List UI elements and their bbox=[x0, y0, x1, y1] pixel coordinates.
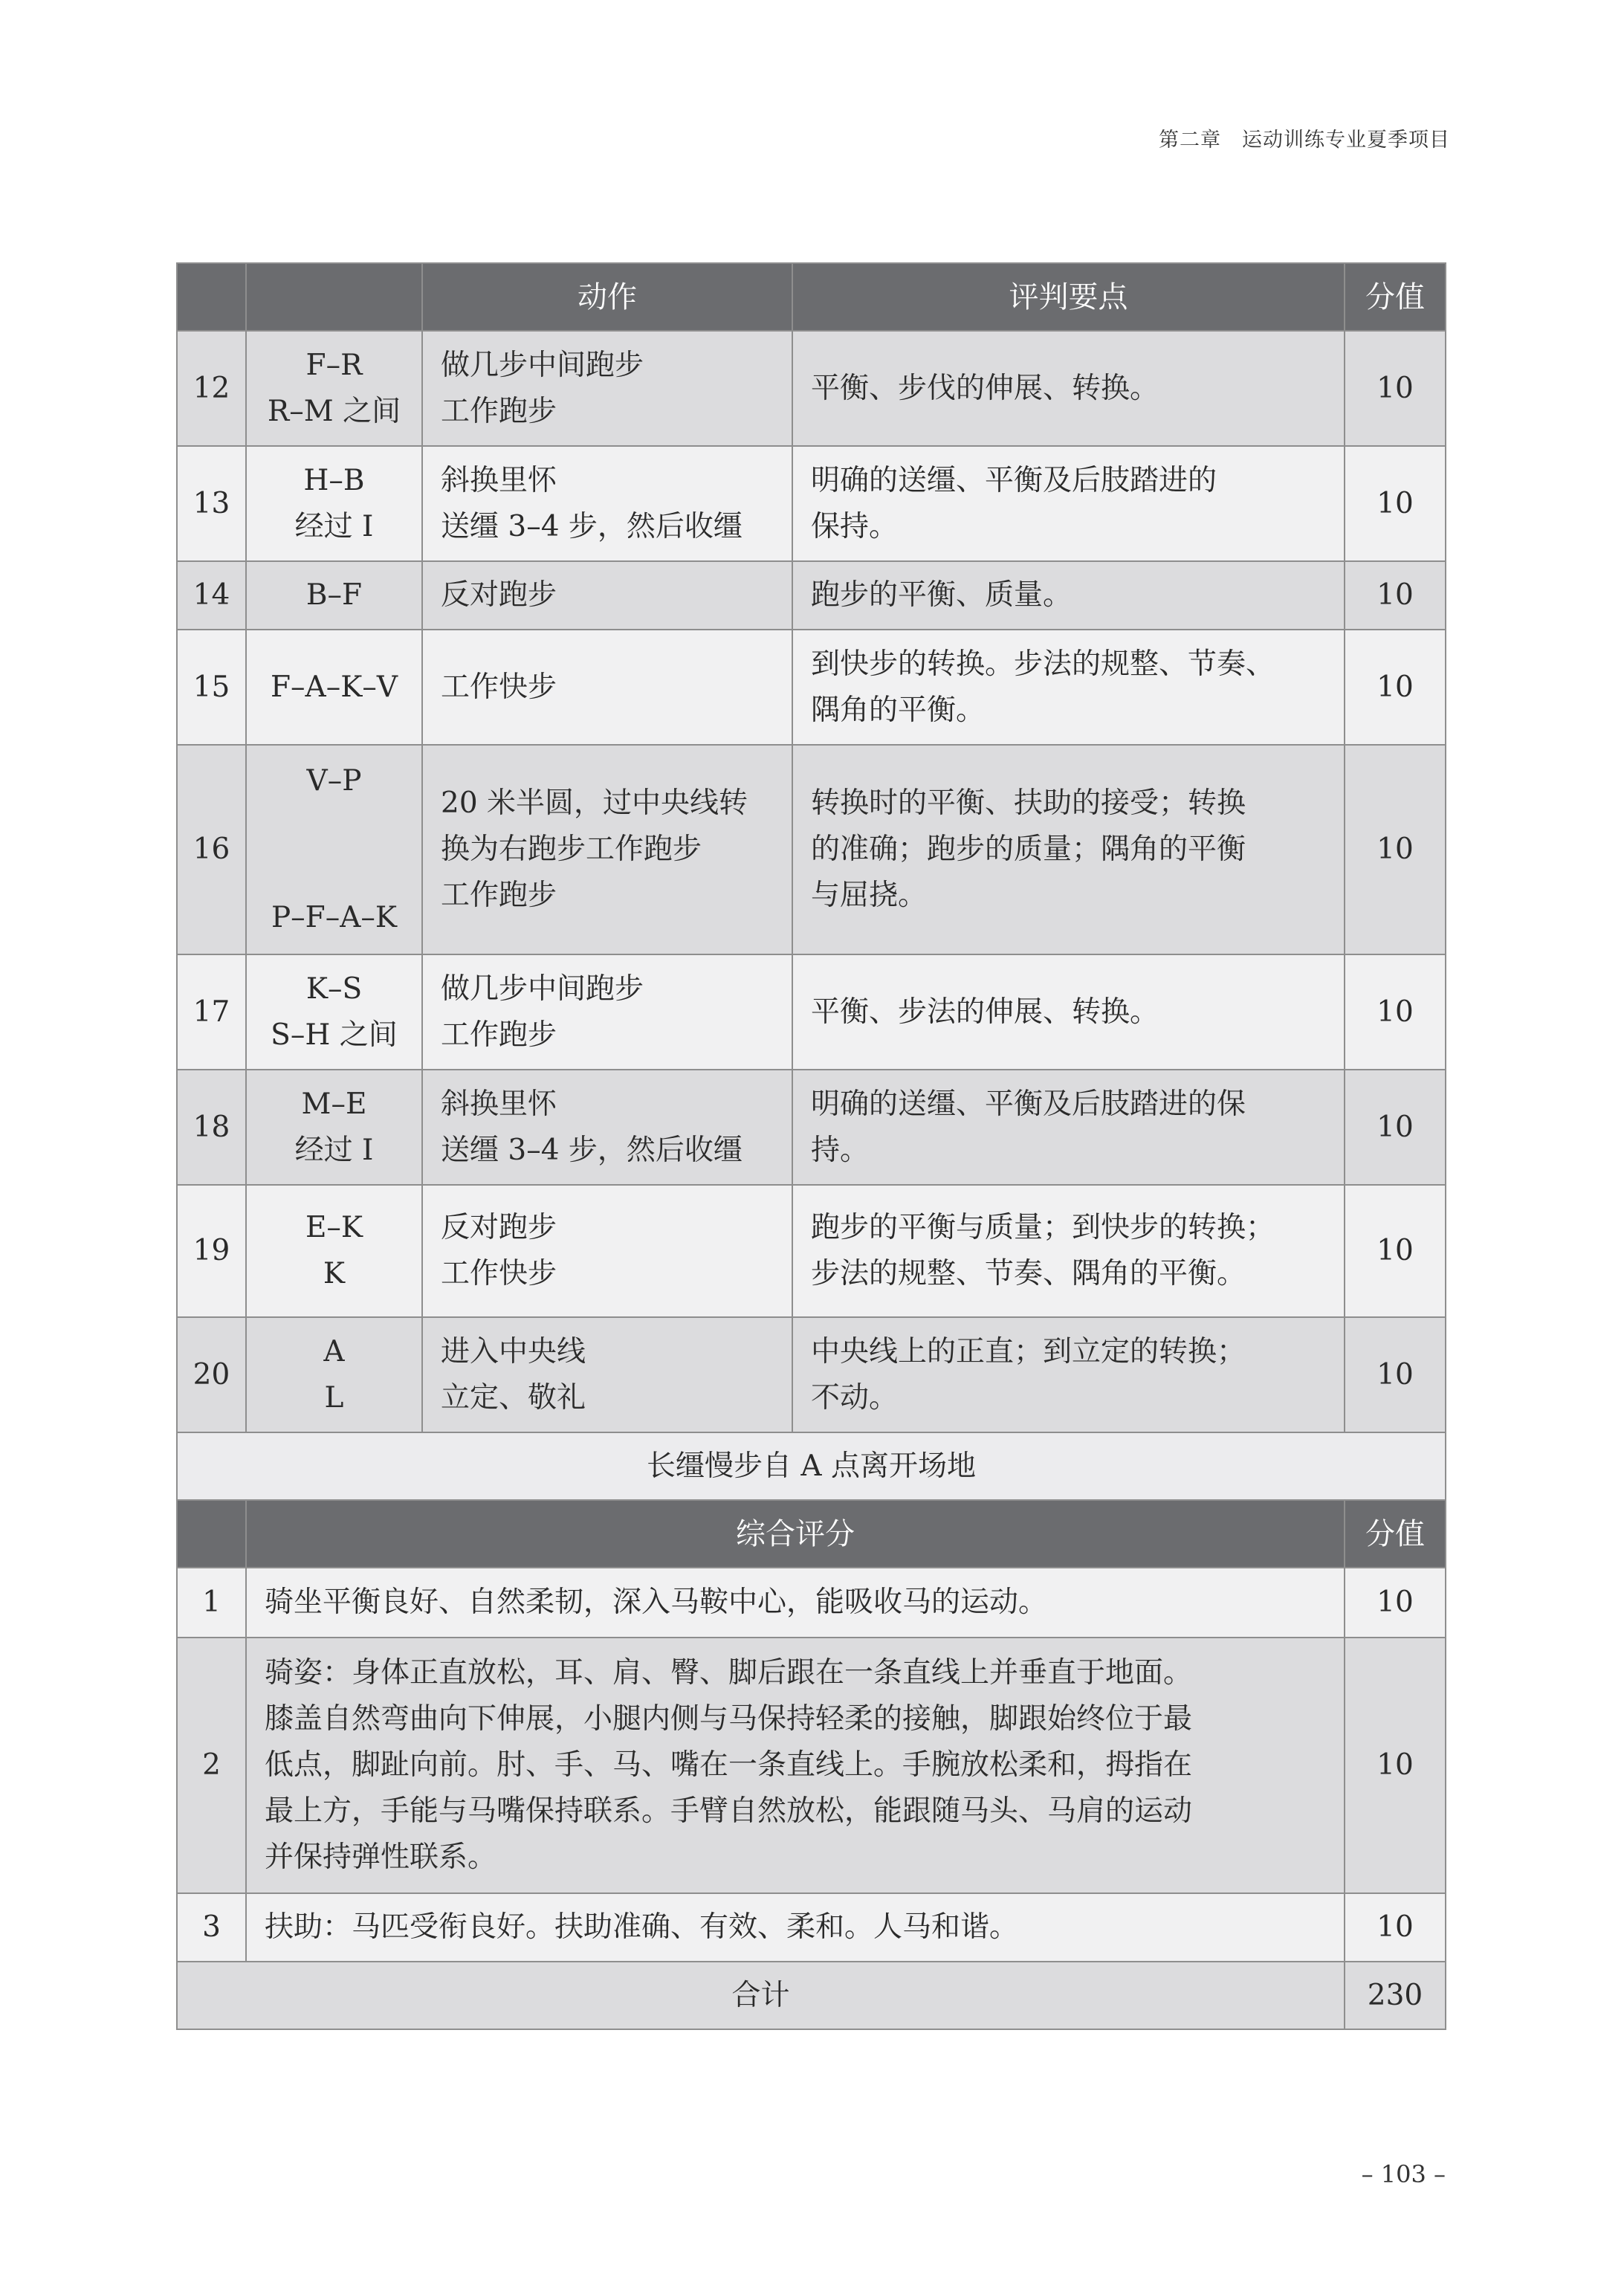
action-line: 斜换里怀 bbox=[441, 1087, 557, 1121]
general-text-line: 骑坐平衡良好、自然柔韧，深入马鞍中心，能吸收马的运动。 bbox=[265, 1586, 1048, 1619]
general-score: 10 bbox=[1345, 1638, 1446, 1893]
action-line: 立定、敬礼 bbox=[441, 1380, 586, 1415]
table-row bbox=[177, 1070, 1446, 1185]
general-text bbox=[246, 1893, 1345, 1962]
general-number: 1 bbox=[177, 1568, 246, 1638]
table-row bbox=[177, 446, 1446, 561]
key-point-line: 隅角的平衡。 bbox=[811, 693, 986, 727]
row-position bbox=[246, 561, 422, 630]
general-text-line: 膝盖自然弯曲向下伸展，小腿内侧与马保持轻柔的接触，脚跟始终位于最 bbox=[265, 1702, 1193, 1736]
position-line: R–M 之间 bbox=[267, 394, 401, 428]
action-line: 做几步中间跑步 bbox=[441, 972, 644, 1006]
table-row bbox=[177, 561, 1446, 630]
position-line: B–F bbox=[305, 578, 363, 612]
row-key-points bbox=[792, 1070, 1345, 1185]
action-line: 工作跑步 bbox=[441, 879, 557, 912]
key-point-line: 平衡、步法的伸展、转换。 bbox=[811, 995, 1159, 1029]
row-position bbox=[246, 1185, 422, 1317]
row-action bbox=[422, 1070, 792, 1185]
general-text-line: 扶助：马匹受衔良好。扶助准确、有效、柔和。人马和谐。 bbox=[265, 1910, 1019, 1944]
key-point-line: 中央线上的正直；到立定的转换； bbox=[811, 1334, 1246, 1368]
position-stack bbox=[247, 758, 421, 941]
key-point-line: 平衡、步伐的伸展、转换。 bbox=[811, 371, 1159, 405]
row-number: 13 bbox=[177, 446, 246, 561]
general-text bbox=[246, 1568, 1345, 1638]
header-action: 动作 bbox=[422, 263, 792, 331]
key-point-line: 步法的规整、节奏、隅角的平衡。 bbox=[811, 1257, 1246, 1290]
row-number: 15 bbox=[177, 630, 246, 745]
position-line: 经过 I bbox=[294, 509, 374, 543]
general-text-line: 最上方，手能与马嘴保持联系。手臂自然放松，能跟随马头、马肩的运动 bbox=[265, 1794, 1193, 1828]
table-header-row bbox=[177, 263, 1446, 331]
row-key-points bbox=[792, 331, 1345, 446]
table-row bbox=[177, 630, 1446, 745]
page-number: – 103 – bbox=[1361, 2160, 1446, 2188]
row-number: 12 bbox=[177, 331, 246, 446]
header-position bbox=[246, 263, 422, 331]
row-number: 16 bbox=[177, 745, 246, 954]
general-row bbox=[177, 1568, 1446, 1638]
row-score: 10 bbox=[1345, 561, 1446, 630]
action-line: 送缰 3–4 步，然后收缰 bbox=[441, 1133, 743, 1167]
row-key-points bbox=[792, 446, 1345, 561]
exit-note: 长缰慢步自 A 点离开场地 bbox=[177, 1432, 1446, 1500]
general-number: 3 bbox=[177, 1893, 246, 1962]
general-row bbox=[177, 1893, 1446, 1962]
general-row bbox=[177, 1638, 1446, 1893]
row-position bbox=[246, 745, 422, 954]
row-position bbox=[246, 331, 422, 446]
row-key-points bbox=[792, 630, 1345, 745]
table-row bbox=[177, 1317, 1446, 1432]
general-text-line: 骑姿：身体正直放松，耳、肩、臀、脚后跟在一条直线上并垂直于地面。 bbox=[265, 1656, 1193, 1690]
row-score: 10 bbox=[1345, 1070, 1446, 1185]
action-line: 进入中央线 bbox=[441, 1334, 586, 1368]
position-line: 经过 I bbox=[294, 1133, 374, 1167]
general-number: 2 bbox=[177, 1638, 246, 1893]
row-score: 10 bbox=[1345, 1185, 1446, 1317]
action-line: 工作快步 bbox=[441, 1257, 557, 1290]
row-number: 18 bbox=[177, 1070, 246, 1185]
position-line: L bbox=[324, 1380, 344, 1415]
general-text bbox=[246, 1638, 1345, 1893]
table-row bbox=[177, 954, 1446, 1070]
position-line: F–A–K–V bbox=[270, 670, 398, 704]
action-line: 工作跑步 bbox=[441, 394, 557, 428]
row-number: 19 bbox=[177, 1185, 246, 1317]
row-number: 17 bbox=[177, 954, 246, 1070]
row-score: 10 bbox=[1345, 331, 1446, 446]
position-line: P–F–A–K bbox=[271, 901, 398, 934]
position-line: V–P bbox=[306, 764, 362, 798]
row-key-points bbox=[792, 1185, 1345, 1317]
row-number: 20 bbox=[177, 1317, 246, 1432]
running-head: 第二章 运动训练专业夏季项目 bbox=[1159, 129, 1450, 152]
position-line: A bbox=[323, 1334, 345, 1368]
general-header-row bbox=[177, 1500, 1446, 1568]
row-action bbox=[422, 1317, 792, 1432]
row-key-points bbox=[792, 561, 1345, 630]
row-action bbox=[422, 745, 792, 954]
row-score: 10 bbox=[1345, 1317, 1446, 1432]
row-key-points bbox=[792, 1317, 1345, 1432]
key-point-line: 转换时的平衡、扶助的接受；转换 bbox=[811, 786, 1246, 820]
table-row bbox=[177, 745, 1446, 954]
row-action bbox=[422, 630, 792, 745]
position-line: K bbox=[323, 1257, 346, 1290]
position-line: M–E bbox=[301, 1087, 367, 1121]
key-point-line: 到快步的转换。步法的规整、节奏、 bbox=[811, 647, 1275, 681]
action-line: 送缰 3–4 步，然后收缰 bbox=[441, 509, 743, 543]
general-header-blank bbox=[177, 1500, 246, 1568]
row-action bbox=[422, 446, 792, 561]
total-value: 230 bbox=[1345, 1962, 1446, 2029]
general-header-title: 综合评分 bbox=[246, 1500, 1345, 1568]
exit-note-row bbox=[177, 1432, 1446, 1500]
row-action bbox=[422, 954, 792, 1070]
position-line: F–R bbox=[305, 348, 363, 382]
row-position bbox=[246, 630, 422, 745]
row-score: 10 bbox=[1345, 954, 1446, 1070]
row-action bbox=[422, 561, 792, 630]
row-score: 10 bbox=[1345, 745, 1446, 954]
action-line: 20 米半圆，过中央线转 bbox=[441, 786, 748, 820]
row-key-points bbox=[792, 954, 1345, 1070]
general-text-line: 并保持弹性联系。 bbox=[265, 1840, 497, 1874]
action-line: 反对跑步 bbox=[441, 1211, 557, 1244]
action-line: 反对跑步 bbox=[441, 578, 557, 612]
key-point-line: 持。 bbox=[811, 1133, 870, 1167]
position-line: K–S bbox=[305, 972, 363, 1006]
action-line: 斜换里怀 bbox=[441, 463, 557, 497]
position-line: H–B bbox=[303, 463, 365, 497]
key-point-line: 跑步的平衡、质量。 bbox=[811, 578, 1073, 612]
row-action bbox=[422, 331, 792, 446]
table-row bbox=[177, 331, 1446, 446]
total-row bbox=[177, 1962, 1446, 2029]
table-row bbox=[177, 1185, 1446, 1317]
general-text-line: 低点，脚趾向前。肘、手、马、嘴在一条直线上。手腕放松柔和，拇指在 bbox=[265, 1748, 1193, 1782]
key-point-line: 的准确；跑步的质量；隅角的平衡 bbox=[811, 833, 1246, 866]
row-number: 14 bbox=[177, 561, 246, 630]
position-line: S–H 之间 bbox=[271, 1018, 398, 1052]
header-key-points: 评判要点 bbox=[792, 263, 1345, 331]
general-header-score: 分值 bbox=[1345, 1500, 1446, 1568]
row-key-points bbox=[792, 745, 1345, 954]
row-position bbox=[246, 954, 422, 1070]
key-point-line: 跑步的平衡与质量；到快步的转换； bbox=[811, 1211, 1275, 1244]
header-no bbox=[177, 263, 246, 331]
action-line: 工作跑步 bbox=[441, 1018, 557, 1052]
general-score: 10 bbox=[1345, 1893, 1446, 1962]
row-position bbox=[246, 1070, 422, 1185]
row-action bbox=[422, 1185, 792, 1317]
key-point-line: 不动。 bbox=[811, 1380, 899, 1415]
key-point-line: 保持。 bbox=[811, 509, 899, 543]
key-point-line: 与屈挠。 bbox=[811, 879, 928, 912]
key-point-line: 明确的送缰、平衡及后肢踏进的保 bbox=[811, 1087, 1246, 1121]
scoring-table bbox=[176, 262, 1446, 2030]
action-line: 换为右跑步工作跑步 bbox=[441, 833, 702, 866]
position-line: E–K bbox=[305, 1211, 363, 1244]
row-position bbox=[246, 446, 422, 561]
row-score: 10 bbox=[1345, 446, 1446, 561]
key-point-line: 明确的送缰、平衡及后肢踏进的 bbox=[811, 463, 1217, 497]
row-position bbox=[246, 1317, 422, 1432]
action-line: 工作快步 bbox=[441, 670, 557, 704]
header-score: 分值 bbox=[1345, 263, 1446, 331]
action-line: 做几步中间跑步 bbox=[441, 348, 644, 382]
total-label: 合计 bbox=[177, 1962, 1345, 2029]
row-score: 10 bbox=[1345, 630, 1446, 745]
general-score: 10 bbox=[1345, 1568, 1446, 1638]
